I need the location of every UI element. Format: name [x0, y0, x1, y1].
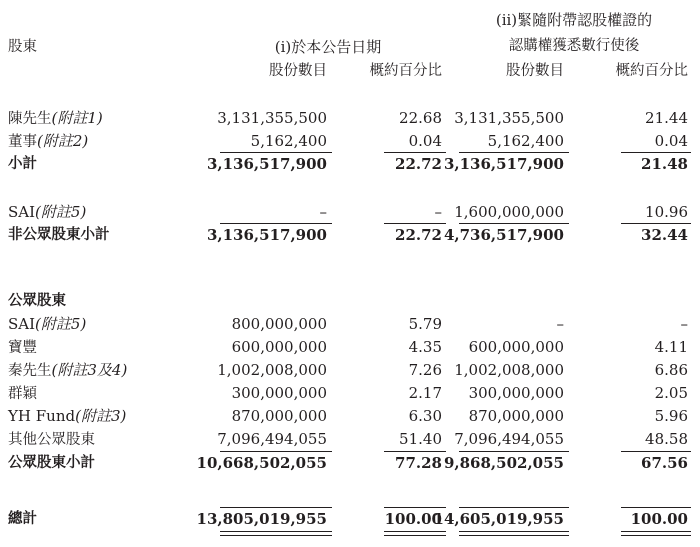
shares-value: 7,096,494,055	[454, 430, 564, 448]
pct-value: 67.56	[641, 454, 688, 472]
pct-value: 4.11	[654, 338, 688, 356]
pct-value: 22.72	[395, 155, 442, 173]
shares-value: 4,736,517,900	[443, 226, 564, 244]
pct-value: 2.17	[408, 384, 442, 402]
shares-header-2: 股份數目	[506, 63, 564, 79]
pct-value: 5.96	[654, 407, 688, 425]
shares-value: 3,136,517,900	[206, 155, 327, 173]
table-row-label: SAI(附註5)	[8, 315, 87, 333]
shares-value: 1,002,008,000	[454, 361, 564, 379]
pct-value: 21.48	[641, 155, 688, 173]
pct-value: 51.40	[399, 430, 442, 448]
shares-value: 9,868,502,055	[443, 454, 564, 472]
shares-value: 300,000,000	[468, 384, 564, 402]
shares-value: 14,605,019,955	[433, 510, 564, 528]
subtotal-rule	[621, 152, 691, 153]
table-row-label: 陳先生(附註1)	[8, 109, 103, 127]
table-row-label: 秦先生(附註3及4)	[8, 361, 128, 379]
total-rule	[220, 507, 332, 508]
shares-value: 1,002,008,000	[217, 361, 327, 379]
shares-value: 800,000,000	[231, 315, 327, 333]
subtotal-label: 小計	[8, 156, 37, 172]
double-underline	[220, 535, 332, 536]
shares-value: –	[556, 315, 564, 333]
group1-title: (i)於本公告日期	[274, 38, 382, 56]
shares-header-1: 股份數目	[269, 63, 327, 79]
table-row-label: 董事(附註2)	[8, 132, 89, 150]
shares-value: 3,136,517,900	[206, 226, 327, 244]
group2-title-line2: 認購權獲悉數行使後	[508, 38, 640, 54]
total-rule	[621, 507, 691, 508]
double-underline	[459, 531, 569, 532]
double-underline	[621, 535, 691, 536]
pct-header-2: 概約百分比	[615, 63, 688, 79]
pct-value: 22.72	[395, 226, 442, 244]
shares-value: 10,668,502,055	[196, 454, 327, 472]
pct-value: 32.44	[641, 226, 688, 244]
pct-value: 6.86	[654, 361, 688, 379]
double-underline	[220, 531, 332, 532]
subtotal-rule	[384, 223, 446, 224]
double-underline	[384, 535, 446, 536]
pct-value: 100.00	[630, 510, 688, 528]
pct-value: –	[434, 203, 442, 221]
double-underline	[459, 535, 569, 536]
shares-value: 870,000,000	[231, 407, 327, 425]
pct-value: 77.28	[395, 454, 442, 472]
subtotal-rule	[459, 223, 569, 224]
pct-header-1: 概約百分比	[369, 63, 442, 79]
pct-value: 10.96	[645, 203, 688, 221]
table-row-label: 寶豐	[8, 340, 37, 356]
table-row-label: SAI(附註5)	[8, 203, 87, 221]
pct-value: 21.44	[645, 109, 688, 127]
shares-value: 7,096,494,055	[217, 430, 327, 448]
pct-value: 2.05	[654, 384, 688, 402]
pct-value: 6.30	[408, 407, 442, 425]
subtotal-rule	[384, 152, 446, 153]
shares-value: –	[319, 203, 327, 221]
group2-title-line1: (ii)緊隨附帶認股權證的	[495, 11, 653, 29]
non-public-subtotal-label: 非公眾股東小計	[8, 227, 110, 243]
subtotal-rule	[459, 152, 569, 153]
table-row-label: 其他公眾股東	[8, 432, 95, 448]
shares-value: 3,136,517,900	[443, 155, 564, 173]
subtotal-rule	[220, 451, 332, 452]
pct-value: 100.00	[384, 510, 442, 528]
pct-value: 5.79	[408, 315, 442, 333]
table-row-label: 群穎	[8, 386, 37, 402]
public-subtotal-label: 公眾股東小計	[8, 455, 95, 471]
pct-value: –	[680, 315, 688, 333]
total-label: 總計	[8, 511, 37, 527]
pct-value: 0.04	[654, 132, 688, 150]
shares-value: 5,162,400	[487, 132, 564, 150]
shareholder-column-header: 股東	[8, 39, 37, 55]
public-shareholders-heading: 公眾股東	[8, 293, 66, 309]
shares-value: 870,000,000	[468, 407, 564, 425]
total-rule	[459, 507, 569, 508]
double-underline	[621, 531, 691, 532]
pct-value: 48.58	[645, 430, 688, 448]
pct-value: 0.04	[408, 132, 442, 150]
shares-value: 5,162,400	[250, 132, 327, 150]
table-row-label: YH Fund(附註3)	[8, 407, 127, 425]
pct-value: 22.68	[399, 109, 442, 127]
total-rule	[384, 507, 446, 508]
shares-value: 1,600,000,000	[454, 203, 564, 221]
shares-value: 600,000,000	[468, 338, 564, 356]
double-underline	[384, 531, 446, 532]
subtotal-rule	[220, 223, 332, 224]
subtotal-rule	[220, 152, 332, 153]
subtotal-rule	[459, 451, 569, 452]
shares-value: 3,131,355,500	[217, 109, 327, 127]
subtotal-rule	[621, 223, 691, 224]
shares-value: 600,000,000	[231, 338, 327, 356]
shares-value: 300,000,000	[231, 384, 327, 402]
shares-value: 3,131,355,500	[454, 109, 564, 127]
pct-value: 7.26	[408, 361, 442, 379]
subtotal-rule	[384, 451, 446, 452]
subtotal-rule	[621, 451, 691, 452]
pct-value: 4.35	[408, 338, 442, 356]
shares-value: 13,805,019,955	[196, 510, 327, 528]
